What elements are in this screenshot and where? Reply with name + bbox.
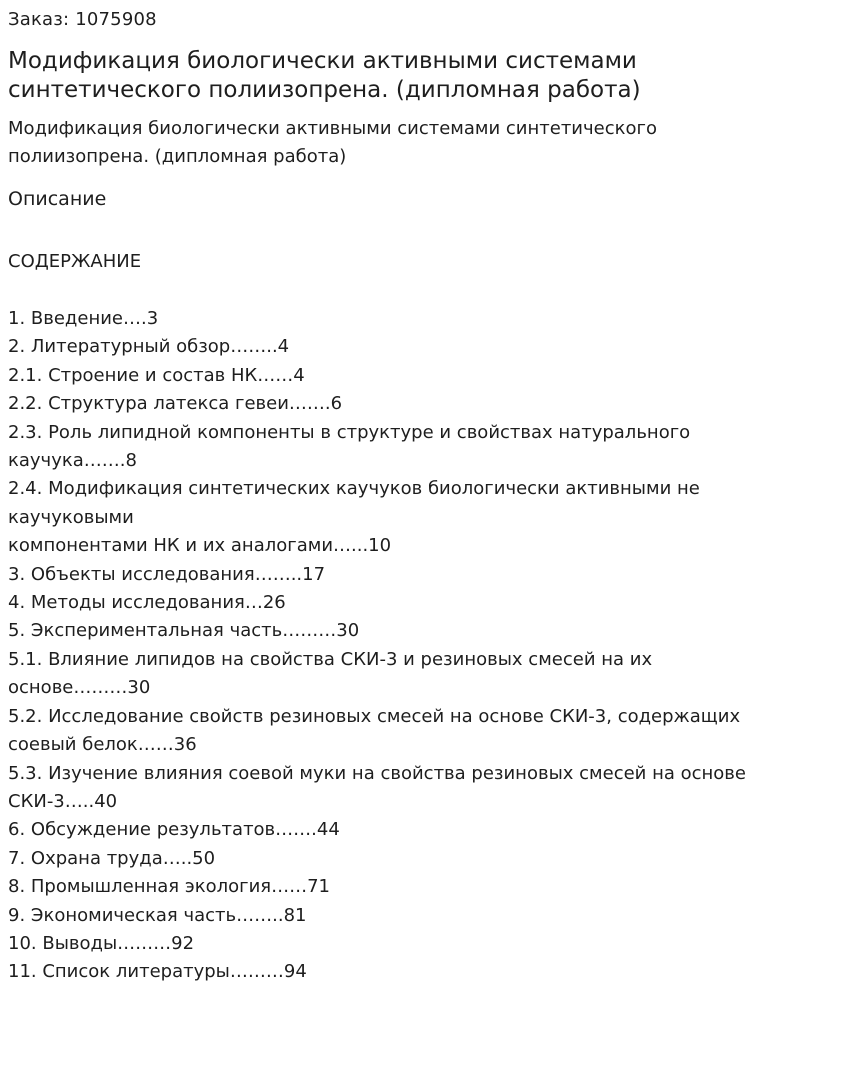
toc-line: 5.1. Влияние липидов на свойства СКИ-3 и резиновых смесей на их xyxy=(8,648,653,670)
subtitle xyxy=(8,115,838,171)
toc-line: СКИ-3…..40 xyxy=(8,790,118,812)
toc-line: 8. Промышленная экология……71 xyxy=(8,876,330,898)
toc-line: 1. Введение….3 xyxy=(8,308,159,329)
toc-line: 2.1. Строение и состав НК……4 xyxy=(8,364,305,386)
toc-line: соевый белок……36 xyxy=(8,734,197,756)
toc-line: 9. Экономическая часть……..81 xyxy=(8,904,307,926)
toc-line: 2. Литературный обзор……..4 xyxy=(8,336,290,358)
toc-line: 5.3. Изучение влияния соевой муки на свойства резиновых смесей на основе xyxy=(8,762,746,784)
subtitle-line-2: полиизопрена. (дипломная работа) xyxy=(8,146,347,167)
description-heading: Описание xyxy=(8,188,107,210)
toc-line: 10. Выводы………92 xyxy=(8,932,195,954)
contents-heading: СОДЕРЖАНИЕ xyxy=(8,251,142,272)
toc-line: 2.2. Структура латекса гевеи…….6 xyxy=(8,393,343,415)
toc-line: каучука…….8 xyxy=(8,450,137,472)
toc-line: каучуковыми xyxy=(8,506,134,528)
toc-line: 5. Экспериментальная часть………30 xyxy=(8,620,360,642)
toc-line: 4. Методы исследования…26 xyxy=(8,592,286,614)
page-title xyxy=(8,47,838,105)
title-line-2: синтетического полиизопрена. (дипломная работа) xyxy=(8,77,641,103)
order-number: Заказ: 1075908 xyxy=(8,9,157,30)
title-line-1: Модификация биологически активными системами xyxy=(8,48,637,74)
toc-line: 7. Охрана труда…..50 xyxy=(8,847,216,869)
toc-line: 2.4. Модификация синтетических каучуков биологически активными не xyxy=(8,478,700,500)
toc-line: 2.3. Роль липидной компоненты в структуре и свойствах натурального xyxy=(8,421,691,443)
toc-line: 5.2. Исследование свойств резиновых смесей на основе СКИ-3, содержащих xyxy=(8,705,741,727)
table-of-contents xyxy=(8,305,840,987)
subtitle-line-1: Модификация биологически активными системами синтетического xyxy=(8,118,657,139)
toc-line: 3. Объекты исследования……..17 xyxy=(8,563,326,585)
toc-line: основе………30 xyxy=(8,677,151,699)
toc-line: 11. Список литературы………94 xyxy=(8,961,307,983)
toc-line: 6. Обсуждение результатов…….44 xyxy=(8,819,340,841)
toc-line: компонентами НК и их аналогами…...10 xyxy=(8,535,392,557)
